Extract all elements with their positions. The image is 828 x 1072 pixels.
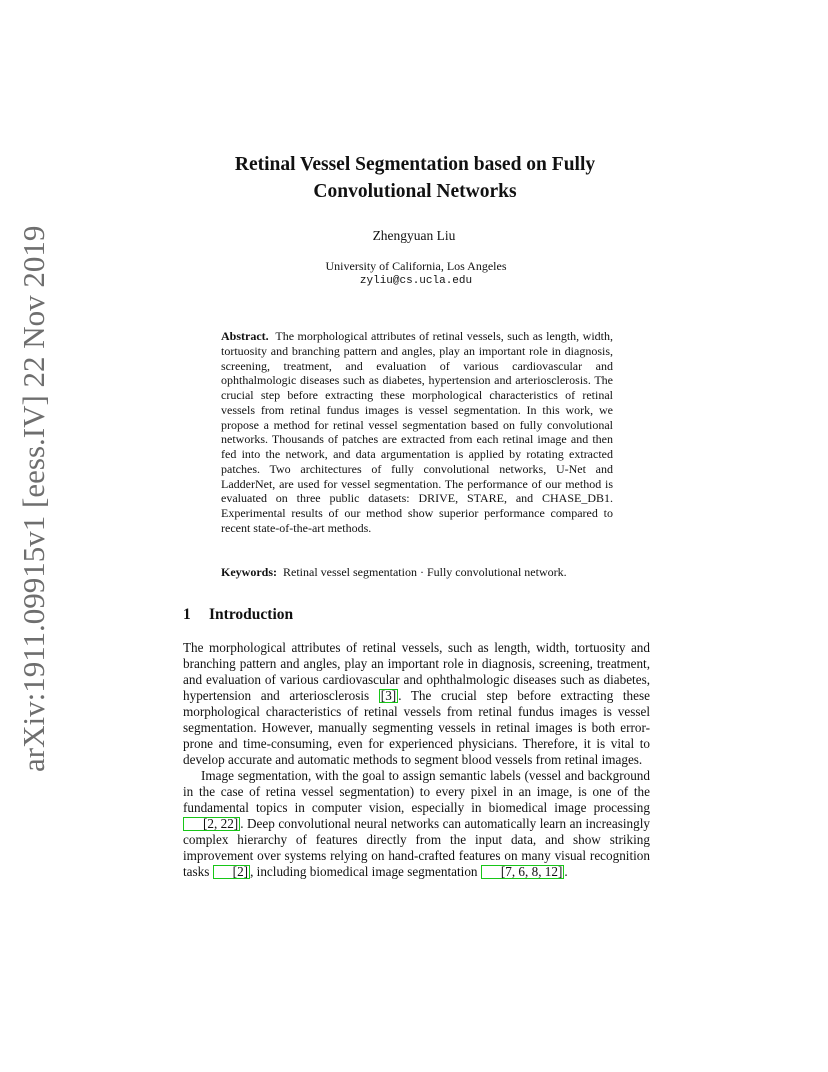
citation-number: 2, 22 [207,816,234,831]
citation-link[interactable]: [2] [213,865,250,879]
section-heading [183,606,293,624]
title-line-2: Convolutional Networks [313,181,517,202]
paragraph-1 [183,640,650,768]
paragraph-2-text-c: , including biomedical image segmentation [250,864,481,879]
keywords-label: Keywords: [221,565,277,579]
paragraph-2-text-b: . Deep convolutional neural networks can automatically learn an increasingly complex hierarchy of features directly from the input data, and show striking improvement over systems relying on hand-crafted features on many visual recognition tasks [183,816,650,879]
citation-number: 3 [385,688,392,703]
title-line-1: Retinal Vessel Segmentation based on Fully [234,154,596,175]
paragraph-2-text-d: . [564,864,568,879]
paragraph-2-text-a: Image segmentation, with the goal to assign semantic labels (vessel and background in the case of retina vessel segmentation) to every pixel in an image, is one of the fundamental topics in computer vision, especially in biomedical image processing [183,768,650,815]
keywords-text: Retinal vessel segmentation · Fully convolutional network. [283,565,567,579]
citation-link[interactable]: [2, 22] [183,817,240,831]
citation-number: 2 [237,864,244,879]
paragraph-1-text-a: The morphological attributes of retinal vessels, such as length, width, tortuosity and branching pattern and angles, play an important role in diagnosis, screening, treatment, and evaluation of various cardiovascular and ophthalmologic diseases such as diabetes, hypertension and arteriosclerosis [183,640,650,703]
abstract-text: The morphological attributes of retinal vessels, such as length, width, tortuosity and branching pattern and angles, play an important role in diagnosis, screening, treatment, and evaluation of various cardiovascular and ophthalmologic diseases such as diabetes, hypertension and arteriosclerosis. The crucial step before extracting these morphological characteristics of retinal vessels from retinal fundus images is vessel segmentation. In this work, we propose a method for retinal vessel segmentation based on fully convolutional networks. Thousands of patches are extracted from each retinal image and then fed into the network, and data argumentation is applied by rotating extracted patches. Two architectures of fully convolutional networks, U-Net and LadderNet, are used for vessel segmentation. The performance of our method is evaluated on three public datasets: DRIVE, STARE, and CHASE_DB1. Experimental results of our method show superior performance compared to recent state-of-the-art methods. [221,329,613,535]
citation-link[interactable]: [3] [380,688,397,703]
keywords [221,565,621,580]
author-affiliation: University of California, Los Angeles [325,259,507,273]
abstract-label: Abstract. [221,329,269,343]
paragraph-2 [183,768,650,880]
paragraph-1-text-b: . The crucial step before extracting these morphological characteristics of retinal vessels from retinal fundus images is vessel segmentation. However, manually segmenting vessels in retinal images is both error-prone and time-consuming, even for experienced physicians. Therefore, it is vital to develop accurate and automatic methods to segment blood vessels from retinal images. [183,688,650,767]
arxiv-identifier-stamp: arXiv:1911.09915v1 [eess.IV] 22 Nov 2019 [16,225,51,772]
section-title: Introduction [209,606,294,623]
introduction-body [183,640,650,880]
citation-number: 7, 6, 8, 12 [505,864,558,879]
abstract [221,329,613,536]
author-email: zyliu@cs.ucla.edu [359,275,473,287]
paper-title [170,151,660,205]
author-name: Zhengyuan Liu [372,228,456,243]
section-number: 1 [183,606,191,623]
citation-link[interactable]: [7, 6, 8, 12] [481,865,565,879]
